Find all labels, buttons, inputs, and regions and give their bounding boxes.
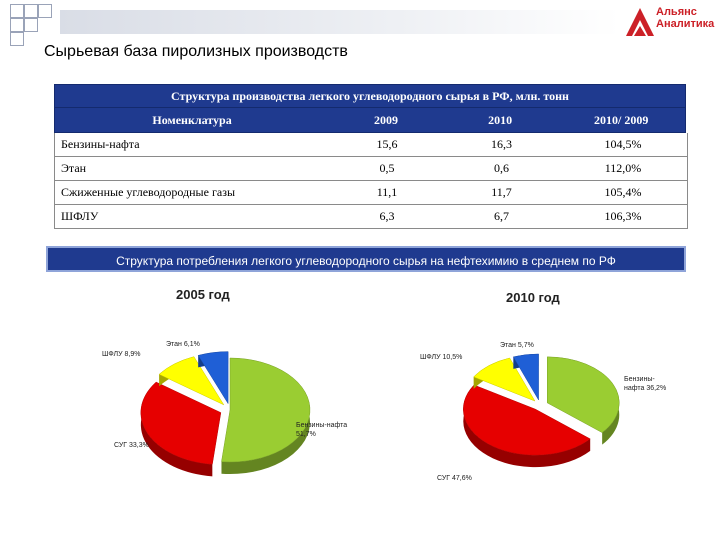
pie-2010-label-ngl: ШФЛУ 10,5% <box>420 354 463 361</box>
cell-2010: 11,7 <box>491 185 512 199</box>
logo-line-2: Аналитика <box>656 18 715 30</box>
pie-2005-label-ngl: ШФЛУ 8,9% <box>102 351 141 358</box>
cell-2010: 16,3 <box>491 137 512 151</box>
page-title: Сырьевая база пиролизных производств <box>44 43 348 60</box>
col-header-ratio: 2010/ 2009 <box>594 112 649 127</box>
pie-2010-label-naphtha: Бензины-нафта 36,2% <box>624 376 667 392</box>
pie-2010-label-ethane: Этан 5,7% <box>500 342 534 349</box>
chart-title-2010: 2010 год <box>506 290 560 305</box>
cell-ratio: 106,3% <box>604 209 642 223</box>
cell-2009: 6,3 <box>379 209 395 223</box>
cell-name: ШФЛУ <box>61 209 99 223</box>
pie-2010-label-lpg: СУГ 47,6% <box>437 475 472 482</box>
logo-line-1: Альянс <box>656 6 697 18</box>
col-header-2010: 2010 <box>488 112 513 127</box>
chart-title-2005: 2005 год <box>176 287 230 302</box>
cell-name: Бензины-нафта <box>61 137 140 151</box>
cell-name: Сжиженные углеводородные газы <box>61 185 235 199</box>
table-caption: Структура производства легкого углеводородного сырья в РФ, млн. тонн <box>54 84 686 108</box>
col-header-2009: 2009 <box>373 112 398 127</box>
pie-slice-0-0 <box>221 358 310 474</box>
cell-2010: 6,7 <box>494 209 509 223</box>
cell-ratio: 104,5% <box>604 137 642 151</box>
pie-2005-label-ethane: Этан 6,1% <box>166 341 200 348</box>
cell-2009: 15,6 <box>376 137 398 151</box>
cell-name: Этан <box>61 161 87 175</box>
cell-2010: 0,6 <box>494 161 509 175</box>
pie-2005-label-naphtha: Бензины-нафта 51,7% <box>296 422 348 438</box>
cell-2009: 0,5 <box>379 161 395 175</box>
consumption-banner: Структура потребления легкого углеводородного сырья на нефтехимию в среднем по РФ <box>46 246 686 272</box>
pie-2005-label-lpg: СУГ 33,3% <box>114 442 149 449</box>
cell-2009: 11,1 <box>376 185 398 199</box>
cell-ratio: 112,0% <box>604 161 642 175</box>
cell-ratio: 105,4% <box>604 185 642 199</box>
col-header-nomenclature: Номенклатура <box>152 112 232 127</box>
